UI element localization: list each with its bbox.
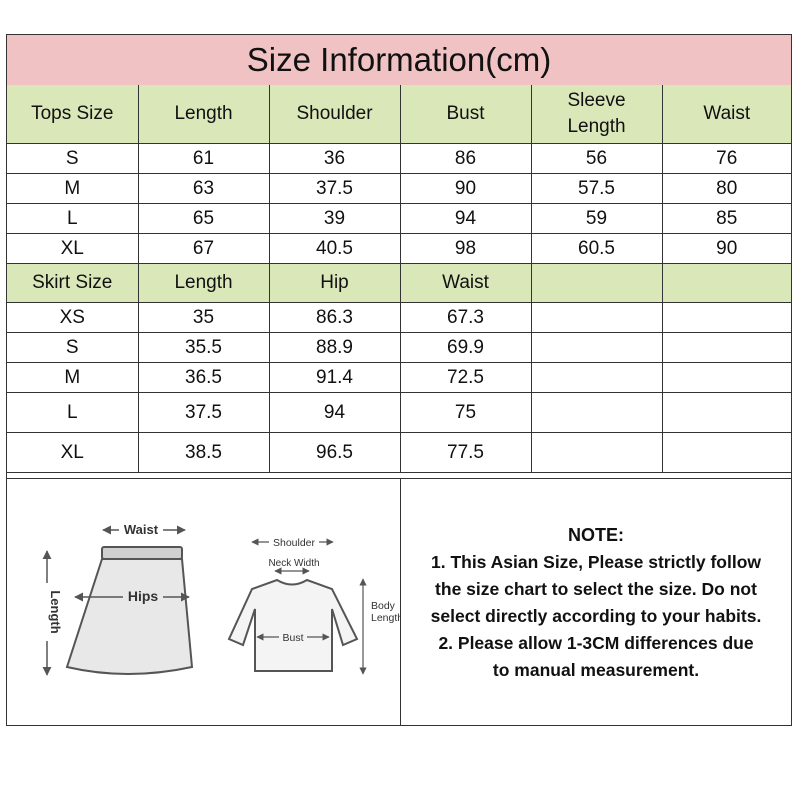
table-cell: XL [7,433,138,473]
table-cell: 86 [400,144,531,174]
table-cell: L [7,393,138,433]
table-cell: 69.9 [400,333,531,363]
table-cell: 67 [138,234,269,264]
table-cell-empty [662,363,791,393]
table-cell-empty [531,363,662,393]
size-chart [6,34,792,726]
note-title: NOTE: [568,524,624,545]
note-line: select directly according to your habits. [430,605,762,626]
table-row [7,144,791,174]
table-cell-empty [531,333,662,363]
header-cell: Tops Size [7,85,138,144]
table-cell-empty [531,303,662,333]
table-cell: 61 [138,144,269,174]
table-cell: M [7,174,138,204]
body-length-label-2: Length [371,612,400,624]
table-cell: 85 [662,204,791,234]
table-cell: 98 [400,234,531,264]
table-row [7,174,791,204]
table-cell: 38.5 [138,433,269,473]
table-cell: 35.5 [138,333,269,363]
hips-label: Hips [127,588,159,604]
table-cell: 67.3 [400,303,531,333]
info-section [7,478,791,726]
table-cell: 75 [400,393,531,433]
table-cell: 94 [269,393,400,433]
table-cell: M [7,363,138,393]
table-cell: 80 [662,174,791,204]
shoulder-label: Shoulder [272,537,316,549]
table-cell: 90 [400,174,531,204]
table-cell: 77.5 [400,433,531,473]
top-illustration [229,534,400,674]
header-cell: Hip [269,264,400,303]
note-line: 2. Please allow 1-3CM differences due [438,632,754,653]
header-cell: Bust [400,85,531,144]
header-cell: Length [138,264,269,303]
table-cell: 40.5 [269,234,400,264]
table-cell: 91.4 [269,363,400,393]
table-row [7,204,791,234]
table-cell: 39 [269,204,400,234]
note-panel [401,479,791,726]
table-cell-empty [662,303,791,333]
table-row [7,363,791,393]
skirt-header-row [7,264,791,303]
note-line: 1. This Asian Size, Please strictly follow [430,551,762,572]
header-cell: Length [138,85,269,144]
note-line: to manual measurement. [492,659,700,680]
table-cell: 37.5 [138,393,269,433]
note-line: the size chart to select the size. Do not [435,578,757,599]
table-cell-empty [662,393,791,433]
length-label: Length [48,590,63,634]
table-cell: 57.5 [531,174,662,204]
table-cell: 72.5 [400,363,531,393]
table-cell: 88.9 [269,333,400,363]
header-cell: Skirt Size [7,264,138,303]
measurement-illustration [7,479,400,726]
table-cell: 63 [138,174,269,204]
table-row [7,333,791,363]
table-cell: 59 [531,204,662,234]
neck-width-label: Neck Width [268,558,320,569]
table-cell: 94 [400,204,531,234]
tops-header-row [7,85,791,144]
table-cell: 36 [269,144,400,174]
table-cell: 65 [138,204,269,234]
table-cell: S [7,144,138,174]
table-cell-empty [662,433,791,473]
table-cell: 36.5 [138,363,269,393]
table-cell: XS [7,303,138,333]
table-cell-empty [662,333,791,363]
header-cell-empty [662,264,791,303]
skirt-illustration [39,521,192,675]
table-cell: L [7,204,138,234]
header-cell-text: Sleeve Length [567,90,626,137]
table-cell: 37.5 [269,174,400,204]
header-cell: Waist [662,85,791,144]
waist-label: Waist [123,522,159,537]
table-cell: 96.5 [269,433,400,473]
table-cell: 76 [662,144,791,174]
table-row [7,433,791,473]
header-cell: Shoulder [269,85,400,144]
header-cell-empty [531,264,662,303]
body-length-label-1: Body [371,600,395,612]
table-cell-empty [531,433,662,473]
table-row [7,234,791,264]
measurement-diagram [7,479,401,726]
table-cell: 90 [662,234,791,264]
chart-title: Size Information(cm) [7,35,791,86]
table-cell-empty [531,393,662,433]
table-cell: 35 [138,303,269,333]
table-cell: S [7,333,138,363]
table-cell: 60.5 [531,234,662,264]
table-cell: 86.3 [269,303,400,333]
table-cell: XL [7,234,138,264]
table-row [7,393,791,433]
size-table [7,85,791,473]
header-cell: Waist [400,264,531,303]
bust-label: Bust [282,632,304,644]
table-cell: 56 [531,144,662,174]
header-cell [531,85,662,144]
table-row [7,303,791,333]
